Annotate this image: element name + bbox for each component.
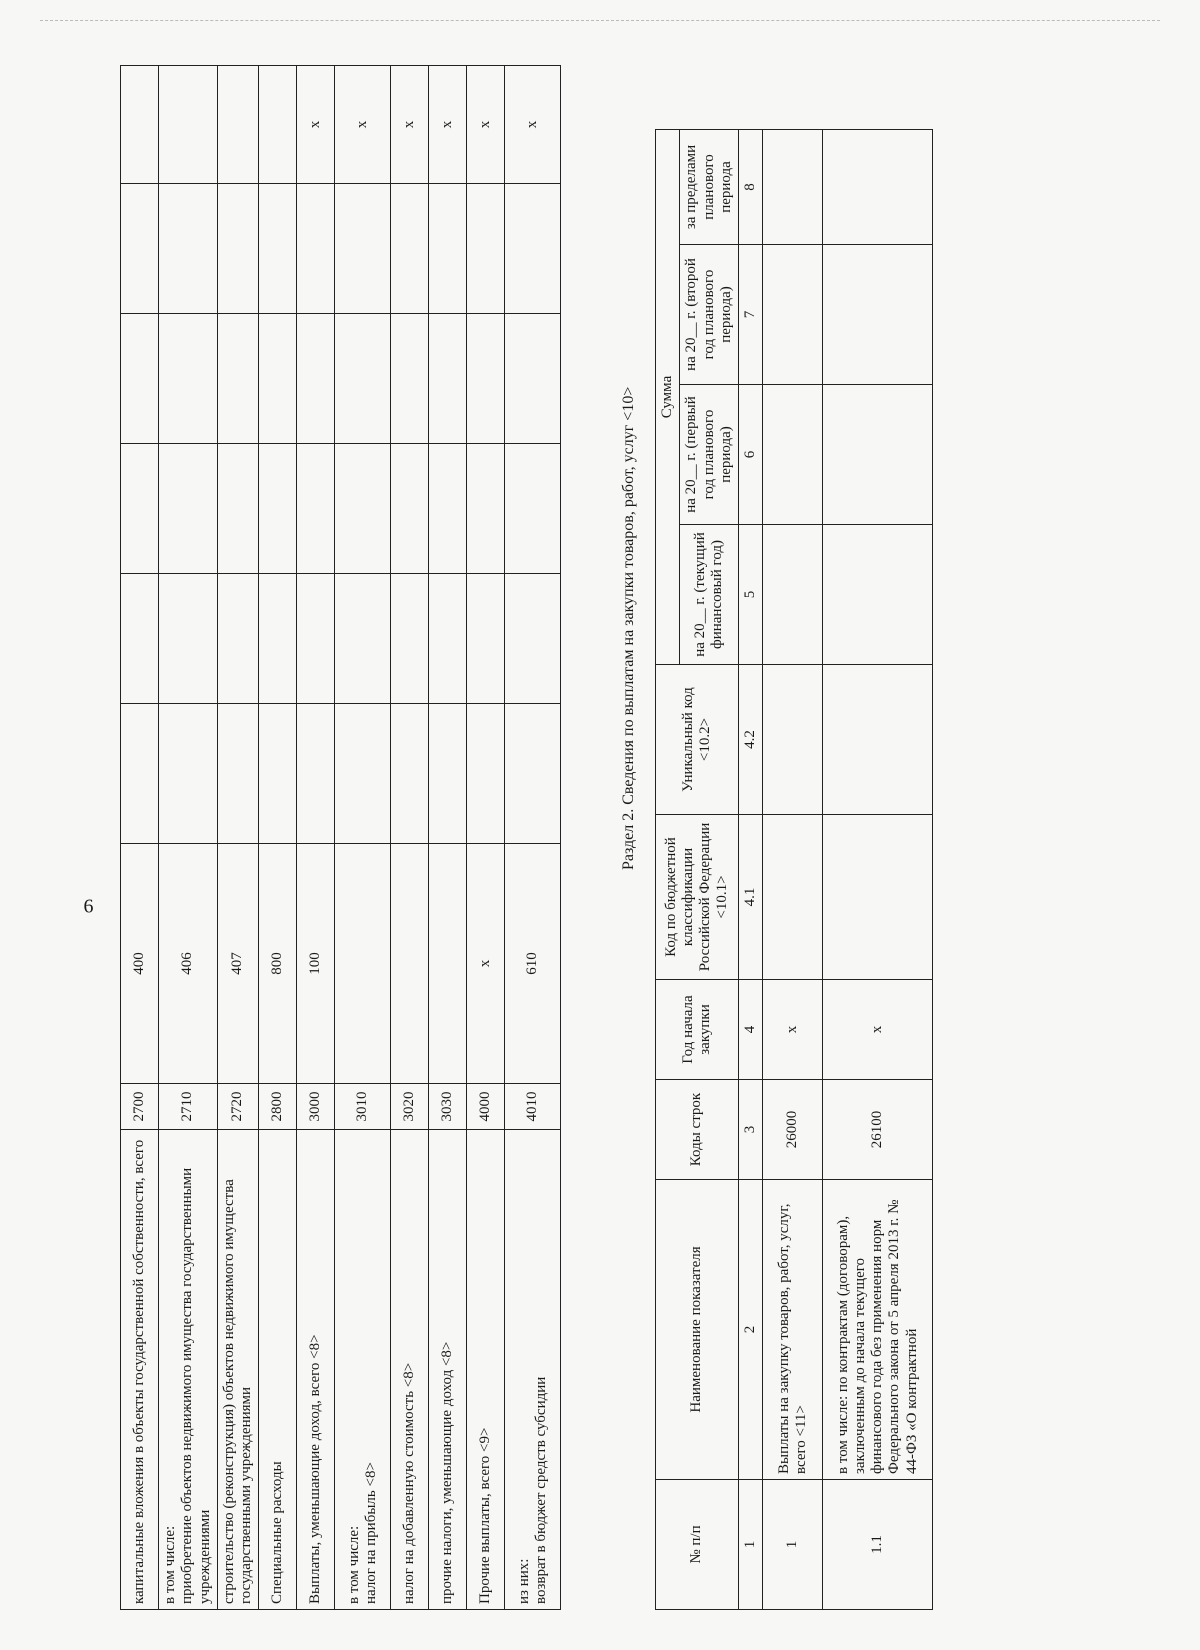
row-name bbox=[429, 1130, 467, 1610]
empty-cell bbox=[763, 665, 823, 815]
row-kbk: 610 bbox=[505, 844, 561, 1084]
row-beyond-period bbox=[159, 66, 218, 184]
row-name bbox=[391, 1130, 429, 1610]
row-beyond-period: x bbox=[429, 66, 467, 184]
column-number: 3 bbox=[739, 1080, 763, 1180]
row-code: 2700 bbox=[121, 1084, 159, 1130]
table-row bbox=[429, 66, 467, 1610]
row-kbk: 407 bbox=[217, 844, 259, 1084]
empty-cell bbox=[159, 574, 218, 704]
table-row bbox=[259, 66, 297, 1610]
row-beyond-period: x bbox=[297, 66, 335, 184]
table-row bbox=[391, 66, 429, 1610]
column-number: 5 bbox=[739, 525, 763, 665]
page-number: 6 bbox=[83, 895, 94, 918]
row-kbk bbox=[391, 844, 429, 1084]
empty-cell bbox=[335, 704, 391, 844]
row-name-text: прочие налоги, уменьшающие доход <8> bbox=[439, 1341, 456, 1604]
empty-cell bbox=[217, 444, 259, 574]
empty-cell bbox=[505, 184, 561, 314]
row-num: 1 bbox=[763, 1480, 823, 1610]
empty-cell bbox=[467, 574, 505, 704]
header-second-plan-year: на 20__ г. (второй год планового периода) bbox=[680, 245, 739, 385]
header-unique-code: Уникальный код <10.2> bbox=[656, 665, 739, 815]
row-kbk bbox=[429, 844, 467, 1084]
table-row bbox=[763, 130, 823, 1610]
column-number: 7 bbox=[739, 245, 763, 385]
row-code: 26000 bbox=[763, 1080, 823, 1180]
row-code: 3030 bbox=[429, 1084, 467, 1130]
row-name: в том числе: по контрактам (договорам), заключенным до начала текущего финансового года без применения норм Федерального закона от 5 апреля 2013 г. № 44-ФЗ «О контрактной bbox=[823, 1180, 933, 1480]
empty-cell bbox=[467, 314, 505, 444]
rotated-page bbox=[15, 50, 1155, 1650]
empty-cell bbox=[823, 815, 933, 980]
header-first-plan-year: на 20__ г. (первый год планового периода) bbox=[680, 385, 739, 525]
empty-cell bbox=[391, 574, 429, 704]
row-name bbox=[217, 1130, 259, 1610]
empty-cell bbox=[121, 574, 159, 704]
procurement-table bbox=[655, 129, 933, 1610]
row-name bbox=[505, 1130, 561, 1610]
header-sum: Сумма bbox=[656, 130, 680, 665]
row-subname-text: налог на прибыль <8> bbox=[362, 1462, 379, 1604]
empty-cell bbox=[429, 444, 467, 574]
empty-cell bbox=[823, 665, 933, 815]
row-kbk: 406 bbox=[159, 844, 218, 1084]
empty-cell bbox=[429, 704, 467, 844]
empty-cell bbox=[259, 574, 297, 704]
empty-cell bbox=[217, 704, 259, 844]
row-beyond-period bbox=[259, 66, 297, 184]
empty-cell bbox=[335, 444, 391, 574]
row-subname-text: возврат в бюджет средств субсидии bbox=[532, 1376, 549, 1604]
column-number: 6 bbox=[739, 385, 763, 525]
row-name-text: Прочие выплаты, всего <9> bbox=[477, 1427, 494, 1604]
empty-cell bbox=[823, 525, 933, 665]
row-code: 2710 bbox=[159, 1084, 218, 1130]
empty-cell bbox=[297, 704, 335, 844]
empty-cell bbox=[429, 314, 467, 444]
section2-caption: Раздел 2. Сведения по выплатам на закупки товаров, работ, услуг <10> bbox=[620, 386, 637, 870]
row-name-text: строительство (реконструкция) объектов недвижимого имущества государственными учреждениями bbox=[220, 1179, 254, 1604]
row-name: Выплаты на закупку товаров, работ, услуг, всего <11> bbox=[763, 1180, 823, 1480]
empty-cell bbox=[763, 525, 823, 665]
empty-cell bbox=[467, 444, 505, 574]
empty-cell bbox=[121, 704, 159, 844]
empty-cell bbox=[217, 314, 259, 444]
empty-cell bbox=[297, 184, 335, 314]
table-row bbox=[823, 130, 933, 1610]
empty-cell bbox=[429, 184, 467, 314]
empty-cell bbox=[159, 444, 218, 574]
table-row bbox=[159, 66, 218, 1610]
empty-cell bbox=[505, 444, 561, 574]
row-code: 4000 bbox=[467, 1084, 505, 1130]
empty-cell bbox=[335, 314, 391, 444]
column-number: 1 bbox=[739, 1480, 763, 1610]
empty-cell bbox=[259, 184, 297, 314]
row-code: 2800 bbox=[259, 1084, 297, 1130]
expenses-table bbox=[120, 65, 561, 1610]
row-name-text: Выплаты, уменьшающие доход, всего <8> bbox=[307, 1334, 324, 1604]
table-row bbox=[121, 66, 159, 1610]
row-name bbox=[159, 1130, 218, 1610]
header-beyond-plan: за пределами планового периода bbox=[680, 130, 739, 245]
row-name-text: Специальные расходы bbox=[269, 1461, 286, 1604]
empty-cell bbox=[391, 704, 429, 844]
row-name bbox=[335, 1130, 391, 1610]
empty-cell bbox=[467, 704, 505, 844]
row-code: 3010 bbox=[335, 1084, 391, 1130]
column-numbering-row bbox=[739, 130, 763, 1610]
row-code: 26100 bbox=[823, 1080, 933, 1180]
empty-cell bbox=[823, 245, 933, 385]
table-row bbox=[217, 66, 259, 1610]
empty-cell bbox=[335, 184, 391, 314]
empty-cell bbox=[259, 704, 297, 844]
row-code: 2720 bbox=[217, 1084, 259, 1130]
row-kbk: 100 bbox=[297, 844, 335, 1084]
empty-cell bbox=[159, 314, 218, 444]
row-code: 4010 bbox=[505, 1084, 561, 1130]
empty-cell bbox=[297, 574, 335, 704]
row-year: x bbox=[823, 980, 933, 1080]
table-row bbox=[467, 66, 505, 1610]
row-subname-text: приобретение объектов недвижимого имущества государственными учреждениями bbox=[179, 1167, 213, 1604]
row-kbk: 800 bbox=[259, 844, 297, 1084]
column-number: 8 bbox=[739, 130, 763, 245]
row-name-text: в том числе: bbox=[345, 1525, 362, 1604]
empty-cell bbox=[391, 184, 429, 314]
row-name bbox=[467, 1130, 505, 1610]
header-num: № п/п bbox=[656, 1480, 739, 1610]
column-number: 4.1 bbox=[739, 815, 763, 980]
empty-cell bbox=[217, 574, 259, 704]
row-beyond-period: x bbox=[467, 66, 505, 184]
empty-cell bbox=[505, 314, 561, 444]
header-codes: Коды строк bbox=[656, 1080, 739, 1180]
empty-cell bbox=[823, 385, 933, 525]
empty-cell bbox=[763, 130, 823, 245]
empty-cell bbox=[823, 130, 933, 245]
row-kbk: x bbox=[467, 844, 505, 1084]
header-current-year: на 20__ г. (текущий финансовый год) bbox=[680, 525, 739, 665]
empty-cell bbox=[429, 574, 467, 704]
table-row bbox=[335, 66, 391, 1610]
empty-cell bbox=[763, 815, 823, 980]
empty-cell bbox=[505, 574, 561, 704]
row-name-text: в том числе: bbox=[162, 1525, 178, 1604]
table-row bbox=[297, 66, 335, 1610]
column-number: 4 bbox=[739, 980, 763, 1080]
column-number: 2 bbox=[739, 1180, 763, 1480]
empty-cell bbox=[297, 314, 335, 444]
empty-cell bbox=[121, 184, 159, 314]
empty-cell bbox=[391, 444, 429, 574]
row-kbk bbox=[335, 844, 391, 1084]
empty-cell bbox=[121, 444, 159, 574]
row-name bbox=[121, 1130, 159, 1610]
empty-cell bbox=[467, 184, 505, 314]
row-name-text: капитальные вложения в объекты государственной собственности, всего bbox=[130, 1139, 147, 1604]
empty-cell bbox=[297, 444, 335, 574]
row-name bbox=[259, 1130, 297, 1610]
empty-cell bbox=[335, 574, 391, 704]
row-beyond-period bbox=[217, 66, 259, 184]
row-beyond-period: x bbox=[391, 66, 429, 184]
row-kbk: 400 bbox=[121, 844, 159, 1084]
table-row bbox=[505, 66, 561, 1610]
empty-cell bbox=[259, 314, 297, 444]
row-beyond-period bbox=[121, 66, 159, 184]
header-year: Год начала закупки bbox=[656, 980, 739, 1080]
empty-cell bbox=[763, 245, 823, 385]
scan-edge-line bbox=[40, 20, 1160, 21]
row-year: x bbox=[763, 980, 823, 1080]
empty-cell bbox=[159, 704, 218, 844]
row-name-text: из них: bbox=[515, 1558, 532, 1604]
row-code: 3000 bbox=[297, 1084, 335, 1130]
row-num: 1.1 bbox=[823, 1480, 933, 1610]
empty-cell bbox=[159, 184, 218, 314]
empty-cell bbox=[763, 385, 823, 525]
empty-cell bbox=[505, 704, 561, 844]
column-number: 4.2 bbox=[739, 665, 763, 815]
row-name bbox=[297, 1130, 335, 1610]
row-code: 3020 bbox=[391, 1084, 429, 1130]
row-beyond-period: x bbox=[335, 66, 391, 184]
empty-cell bbox=[217, 184, 259, 314]
empty-cell bbox=[121, 314, 159, 444]
empty-cell bbox=[391, 314, 429, 444]
row-beyond-period: x bbox=[505, 66, 561, 184]
header-kbk: Код по бюджетной классификации Российской Федерации <10.1> bbox=[656, 815, 739, 980]
header-name: Наименование показателя bbox=[656, 1180, 739, 1480]
row-name-text: налог на добавленную стоимость <8> bbox=[401, 1362, 418, 1604]
empty-cell bbox=[259, 444, 297, 574]
